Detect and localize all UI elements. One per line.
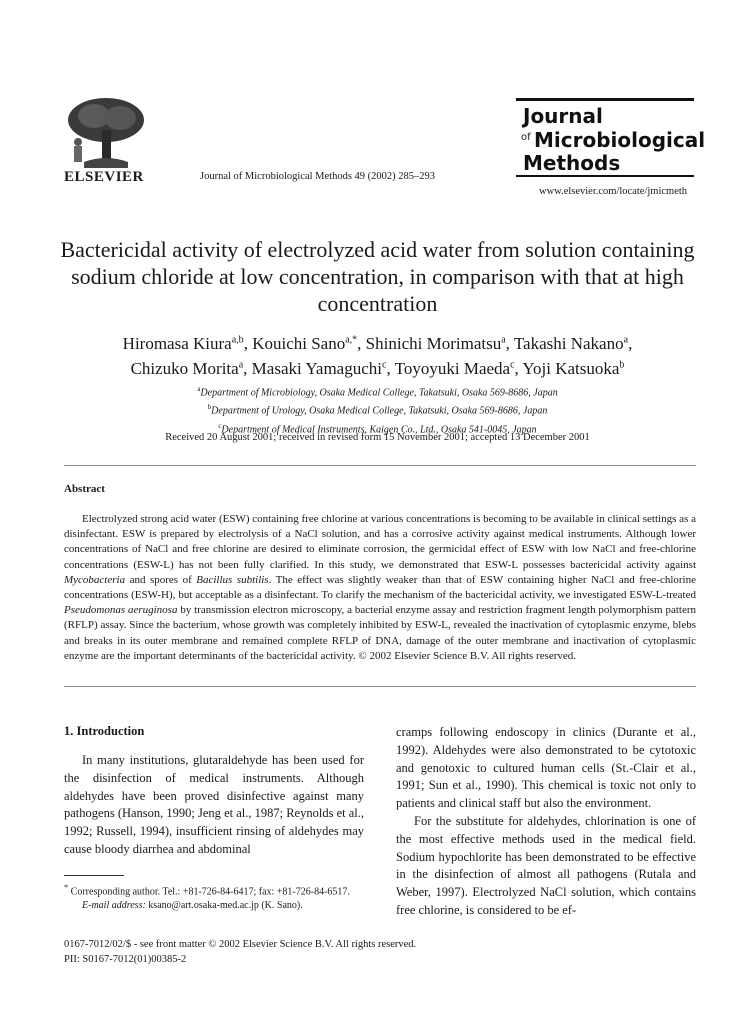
abstract-heading: Abstract [64,483,105,495]
footnote-rule [64,875,124,876]
author: Hiromasa Kiura$^{a,b}$, [122,333,253,353]
body-paragraph: cramps following endoscopy in clinics (Durante et al., 1992). Aldehydes were also demonstrated to be cytotoxic and genotoxic to cultured human cells (St.-Clair et al., 1991; Sun et al., 1990). This chemical is toxic not only to patients and clinical staff but also the environment. [396,725,696,811]
body-left-column [64,752,364,859]
author-list [40,329,715,380]
received-dates: Received 20 August 2001; received in revised form 15 November 2001; accepted 13 December 2001 [165,432,590,443]
divider [64,686,696,687]
footnote: * Corresponding author. Tel.: +81-726-84-6417; fax: +81-726-84-6517. E-mail address: ksano@art.osaka-med.ac.jp (K. Sano). [64,883,350,912]
author: Chizuko Morita$^a$, [130,359,252,379]
journal-title-bottom-rule [516,175,694,177]
affiliation: $^a$Department of Microbiology, Osaka Medical College, Takatsuki, Osaka 569-8686, Japan [197,385,558,399]
author: Masaki Yamaguchi$^c$, [251,359,395,379]
affiliation-list [40,382,715,437]
publisher-name: ELSEVIER [64,169,144,185]
journal-citation: Journal of Microbiological Methods 49 (2002) 285–293 [200,171,436,182]
author: Shinichi Morimatsu$^a$, [365,333,514,353]
pii-line: PII: S0167-7012(01)00385-2 [64,954,187,965]
affiliation: $^c$Department of Medical Instruments, Kaigen Co., Ltd., Osaka 541-0045, Japan [218,421,537,435]
body-paragraph: For the substitute for aldehydes, chlorination is one of the most effective methods used in the medical field. Sodium hypochlorite has been demonstrated to be effective in the disinfection of almost all pathogens (Rutala and Weber, 1997). Electrolyzed NaCl solution, which contains free chlorine, is considered to be ef- [396,813,696,917]
email-link[interactable]: ksano@art.osaka-med.ac.jp (K. Sano). [148,900,303,912]
affiliation: $^b$Department of Urology, Osaka Medical College, Takatsuki, Osaka 569-8686, Japan [207,403,548,417]
divider [64,465,696,466]
author: Takashi Nakano$^a$, [513,333,633,353]
elsevier-tree-logo-icon [64,96,148,170]
body-right-column [396,724,696,920]
article-title: Bactericidal activity of electrolyzed acid water from solution containing sodium chloride at low concentration, in comparison with that at high concentration [60,237,695,316]
journal-title-line3: Methods [523,151,621,175]
journal-title-line1: Journal [523,104,603,128]
journal-title-of: of [521,132,531,143]
body-paragraph: In many institutions, glutaraldehyde has been used for the disinfection of medical instruments. Although aldehydes have been proved disinfective against many pathogens (Hanson, 1990; Jeng et al., 1987; Reynolds et al., 1992; Russell, 1994), insufficient rinsing of aldehydes may cause bloody diarrhea and abdominal [64,753,364,856]
journal-title-line2: Microbiological [534,128,706,152]
journal-url-link[interactable]: www.elsevier.com/locate/jmicmeth [539,186,688,197]
section-heading: 1. Introduction [64,724,145,738]
author: Yoji Katsuoka$^b$ [522,359,625,379]
author: Kouichi Sano$^{a,*}$, [252,333,366,353]
abstract-text: Electrolyzed strong acid water (ESW) containing free chlorine at various concentrations is becoming to be available in clinical settings as a disinfectant. ESW is prepared by electrolysis of a NaCl solution, and has a corrosive activity against medical instruments. Although lower concentrations of NaCl and free chlorine are desired to eliminate corrosion, the germicidal effect of ESW with low NaCl and free-chlorine concentrations (ESW-L) has not been fully clarified. In this study, we demonstrated that ESW-L possesses bactericidal activity against Mycobacteria and spores of Bacillus subtilis. The effect was slightly weaker than that of ESW containing higher NaCl and free-chlorine concentrations (ESW-H), but acceptable as a disinfectant. To clarify the mechanism of the bactericidal activity, we investigated ESW-L-treated Pseudomonas aeruginosa by transmission electron microscopy, a bacterial enzyme assay and restriction fragment length polymorphism pattern (RFLP) assay. Since the bacterium, whose growth was completely inhibited by ESW-L, revealed the inactivation of cytoplasmic enzyme, blebs and breaks in its outer membrane and remained complete RFLP of DNA, damage of the outer membrane and inactivation of cytoplasmic enzyme are the important determinants of the bactericidal activity. © 2002 Elsevier Science B.V. All rights reserved. [64,513,696,662]
author: Toyoyuki Maeda$^c$, [394,359,523,379]
issn-line: 0167-7012/02/$ - see front matter © 2002 Elsevier Science B.V. All rights reserved. [64,939,417,950]
journal-title-top-rule [516,98,694,101]
